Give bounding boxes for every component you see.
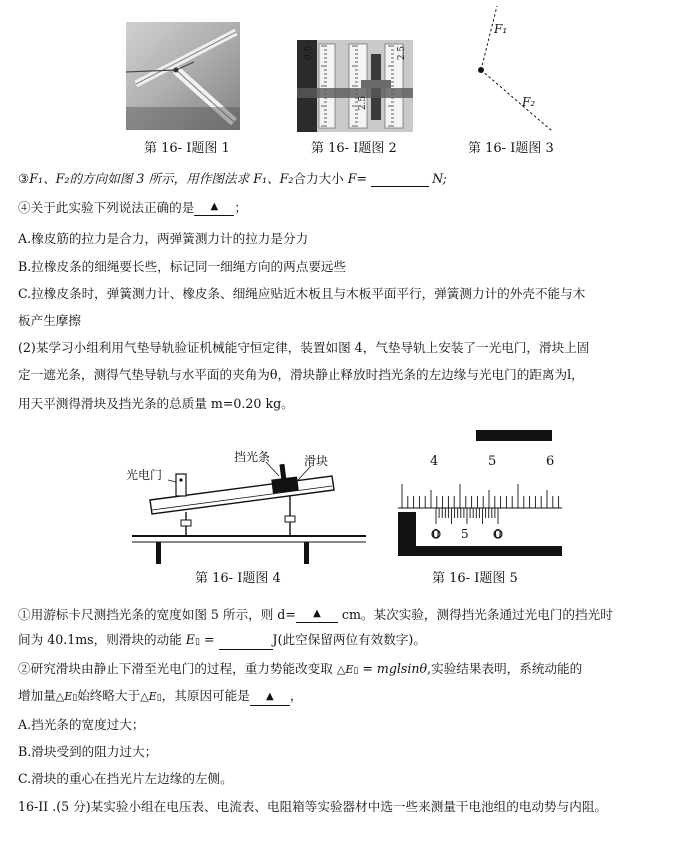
- m4-delta-2: △E: [140, 690, 157, 703]
- m4-text-a: 增加量: [18, 688, 56, 703]
- figure-4-label-strip: 挡光条: [234, 450, 271, 464]
- q4-answer-blank[interactable]: [194, 199, 234, 216]
- part-2-line-1: (2)某学习小组利用气垫导轨验证机械能守恒定律，装置如图 4，气垫导轨上安装了一光电门，滑块上固: [18, 340, 590, 355]
- figure-5-vernier-5: 5: [461, 527, 469, 541]
- option-b-2: B.滑块受到的阻力过大；: [18, 744, 158, 759]
- figure-2-scale-right: 2.5: [397, 45, 408, 61]
- line-m4: 增加量△E▯始终略大于△E▯，其原因可能是 ▲ ，: [18, 688, 302, 706]
- m3-formula: = mglsinθ: [358, 661, 428, 676]
- part-2-line-3: 用天平测得滑块及挡光条的总质量 m=0.20 kg。: [18, 396, 294, 411]
- part-2-line-2: 定一遮光条，测得气垫导轨与水平面的夹角为θ，滑块静止释放时挡光条的左边缘与光电门的距离为l，: [18, 367, 584, 382]
- m1-answer-blank[interactable]: [296, 606, 338, 623]
- q3-text-a: F₁、F₂的方向如图 3 所示，用作图法求: [29, 171, 254, 186]
- m4-answer-mark: ▲: [265, 691, 274, 702]
- figure-5-vernier-0a: 0: [432, 527, 440, 541]
- figure-5-main-4: 4: [430, 454, 439, 469]
- m2-answer-blank[interactable]: [219, 635, 273, 650]
- figure-2-scale-upper: 0.5: [304, 45, 315, 61]
- q3-answer-blank[interactable]: [371, 172, 429, 187]
- q3-unit: N;: [432, 171, 447, 186]
- figure-5-vernier-0b: 0: [494, 527, 502, 541]
- option-c-1-cont: 板产生摩擦: [18, 313, 81, 328]
- m2-symbol: E: [185, 632, 195, 647]
- figure-5-main-6: 6: [546, 454, 555, 469]
- m4-end: ，: [289, 688, 303, 703]
- q4-end: ；: [234, 200, 247, 215]
- option-a-1: A.橡皮筋的拉力是合力，两弹簧测力计的拉力是分力: [18, 231, 309, 246]
- m3-text-b: ,实验结果表明，系统动能的: [427, 661, 583, 676]
- m2-text-b: J(此空保留两位有效数字)。: [272, 632, 426, 647]
- figure-2-caption: 第 16- Ⅰ题图 2: [311, 141, 397, 156]
- m3-text-a: ②研究滑块由静止下滑至光电门的过程，重力势能改变取: [18, 661, 337, 676]
- line-q4: [18, 199, 247, 216]
- m4-delta-1: △E: [55, 690, 73, 703]
- figure-2-photo: [297, 40, 413, 132]
- figure-3-caption: 第 16- Ⅰ题图 3: [468, 141, 554, 156]
- line-q3: [18, 171, 447, 187]
- figure-3-force-diagram: [470, 4, 560, 136]
- figure-1-caption: 第 16- Ⅰ题图 1: [144, 141, 230, 156]
- option-a-2: A.挡光条的宽度过大；: [18, 717, 145, 732]
- m1-text-a: ①用游标卡尺测挡光条的宽度如图 5 所示，则 d=: [18, 607, 296, 622]
- m1-answer-mark: ▲: [313, 608, 321, 619]
- m2-eq: =: [199, 632, 219, 647]
- m4-text-b: 始终略大于: [77, 688, 141, 703]
- m2-text-a: 间为 40.1ms，则滑块的动能: [18, 632, 186, 647]
- m1-text-b: cm。某次实验，测得挡光条通过光电门的挡光时: [337, 607, 613, 622]
- figure-1-photo: [126, 22, 240, 130]
- figure-5-main-5: 5: [488, 454, 497, 469]
- figure-4-label-slider: 滑块: [304, 454, 329, 468]
- question-16-ii: 16-II .(5 分)某实验小组在电压表、电流表、电阻箱等实验器材中选一些来测量干电池组的电动势与内阻。: [18, 799, 608, 814]
- q3-text-b: F₁、F₂: [253, 171, 294, 186]
- q4-text: ④关于此实验下列说法正确的是: [18, 200, 195, 215]
- m4-text-c: ，其原因可能是: [161, 688, 250, 703]
- q3-text-e: =: [356, 171, 372, 186]
- option-c-2: C.滑块的重心在挡光片左边缘的左侧。: [18, 771, 233, 786]
- figure-3-label-f1: F₁: [494, 22, 508, 36]
- q3-number: ③: [18, 171, 30, 186]
- line-m3: ②研究滑块由静止下滑至光电门的过程，重力势能改变取 △E▯ = mglsinθ,实验结果表明，系统动能的: [18, 661, 583, 676]
- figure-2-scale-lower: 2.5: [358, 95, 369, 111]
- q3-text-d: F: [347, 171, 357, 186]
- line-m1: [18, 606, 613, 623]
- option-b-1: B.拉橡皮条的细绳要长些，标记同一细绳方向的两点要远些: [18, 259, 347, 274]
- q3-text-c: 合力大小: [293, 171, 348, 186]
- figure-5-caption: 第 16- Ⅰ题图 5: [432, 571, 518, 586]
- figure-5-vernier-caliper: [396, 428, 564, 560]
- figure-4-label-photogate: 光电门: [126, 468, 163, 482]
- line-m2: 间为 40.1ms，则滑块的动能 E▯ = J(此空保留两位有效数字)。: [18, 632, 426, 650]
- q4-answer-mark: ▲: [210, 201, 219, 212]
- m4-answer-blank[interactable]: [250, 689, 290, 706]
- m3-delta: △E: [336, 663, 354, 676]
- figure-4-caption: 第 16- Ⅰ题图 4: [195, 571, 281, 586]
- option-c-1: C.拉橡皮条时，弹簧测力计、橡皮条、细绳应贴近木板且与木板平面平行，弹簧测力计的外壳不能与木: [18, 286, 586, 301]
- figure-3-label-f2: F₂: [522, 95, 536, 109]
